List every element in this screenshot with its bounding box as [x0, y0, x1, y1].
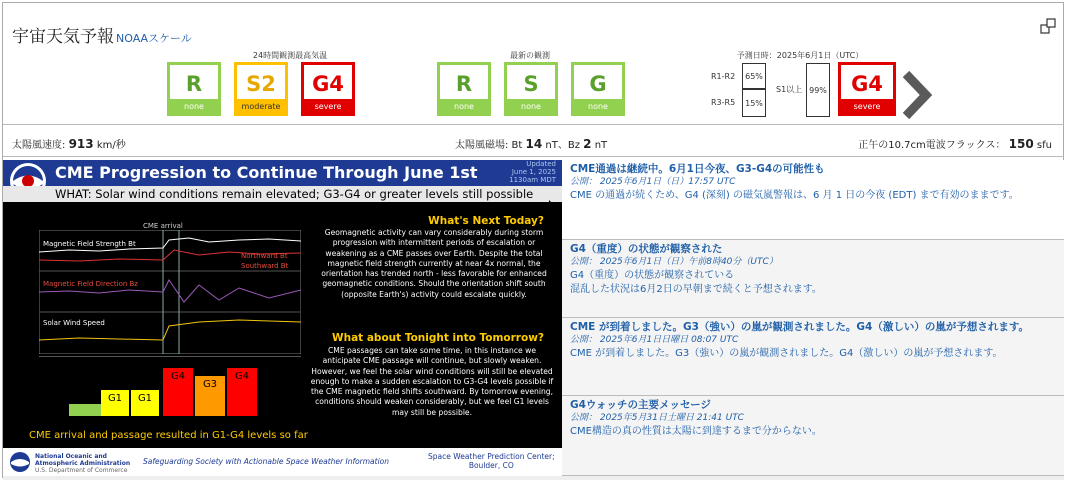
- radio-flux: [858, 136, 1052, 151]
- next-chevron-icon[interactable]: [898, 68, 936, 122]
- bt-value: 14: [525, 137, 543, 151]
- image-footer: [3, 448, 562, 476]
- scale-status: none: [170, 99, 218, 113]
- news-list: [562, 160, 1064, 476]
- scale-status: severe: [841, 99, 893, 113]
- northward-label: Northward Bt: [241, 252, 288, 260]
- news-body: G4（重度）の状態が観察されている: [570, 270, 735, 281]
- divider: [3, 156, 1064, 157]
- scale-status: none: [507, 99, 555, 113]
- flux-label: 正午の10.7cm電波フラックス：: [858, 140, 1006, 151]
- news-title[interactable]: G4ウォッチの主要メッセージ: [570, 399, 711, 411]
- s1-value: 99%: [806, 63, 830, 117]
- image-updated: [509, 160, 556, 184]
- speed-value: 913: [68, 137, 94, 151]
- s1-label: S1以上: [776, 85, 803, 94]
- scale-s-24h[interactable]: [234, 62, 288, 116]
- news-body: CME構造の真の性質は太陽に到達するまで分からない。: [570, 426, 822, 437]
- scale-r-24h[interactable]: [167, 62, 221, 116]
- scale-letter: G: [589, 72, 607, 96]
- plot-caption: CME arrival: [143, 222, 183, 230]
- solar-wind-magnetic-field: [455, 136, 607, 151]
- g-bar-label: G1: [137, 393, 153, 404]
- divider: [3, 124, 1064, 125]
- scale-letter: S: [523, 72, 539, 96]
- scale-letter: R: [185, 72, 203, 96]
- what-text: WHAT: Solar wind conditions remain elevated; G3-G4 or greater levels still possible: [55, 187, 534, 201]
- bz-unit: nT: [594, 140, 608, 151]
- scale-letter: R: [455, 72, 473, 96]
- center-line: Space Weather Prediction Center;: [428, 452, 555, 461]
- swpc-motto: Safeguarding Society with Actionable Space Weather Information: [143, 457, 390, 466]
- g-bar-label: G4: [170, 371, 186, 382]
- scale-status: none: [574, 99, 622, 113]
- flux-unit: sfu: [1036, 140, 1052, 151]
- forecast-label: 予測日時：2025年6月1日（UTC）: [736, 51, 864, 60]
- r3r5-value: 15%: [742, 89, 766, 117]
- org-line: Atmospheric Administration: [35, 460, 131, 467]
- speed-unit: km/秒: [96, 140, 126, 151]
- bottom-strip: [3, 476, 1064, 480]
- news-date: 公開： 2025年5月31日土曜日 21:41 UTC: [570, 413, 744, 423]
- title-text: 宇宙天気予報: [12, 27, 114, 47]
- updated-time: 1130am MDT: [509, 176, 556, 184]
- news-date: 公開： 2025年6月1日日曜日 08:07 UTC: [570, 335, 739, 345]
- r1r2-value: 65%: [742, 63, 766, 89]
- news-date: 公開： 2025年6月1日（日）午前8時40分（UTC）: [570, 257, 778, 267]
- mag-direction-label: Magnetic Field Direction Bz: [43, 280, 138, 288]
- scale-letter: S2: [246, 72, 276, 96]
- solar-wind-speed: [12, 136, 126, 151]
- solar-wind-speed-label: Solar Wind Speed: [43, 319, 105, 327]
- scale-g-latest[interactable]: [571, 62, 625, 116]
- org-line: U.S. Department of Commerce: [35, 467, 128, 474]
- news-item[interactable]: [562, 160, 1064, 240]
- news-item[interactable]: [562, 396, 1064, 476]
- flux-value: 150: [1008, 137, 1034, 151]
- news-body: CME の通過が続くため、G4 (深刻) の磁気嵐警報は、6 月 1 日の今夜 (EDT) まで有効のままです。: [570, 190, 1019, 201]
- solar-wind-plot: [39, 230, 301, 354]
- org-line: National Oceanic and: [35, 453, 107, 460]
- tonight-text: CME passages can take some time, in this instance we anticipate CME passage will continue, but slowly weaken. However, we feel the solar wind conditions will still be elevated enough to make a sudden escalation to G3-G4 levels possible if the CME magnetic field shifts southward. By tomorrow evening, conditions should weaken considerably, but we feel G1 levels may still be possible.: [310, 346, 554, 417]
- scale-g-24h[interactable]: [301, 62, 355, 116]
- tonight-heading: What about Tonight into Tomorrow?: [332, 332, 544, 344]
- g-bar: [131, 390, 159, 416]
- scale-s-latest[interactable]: [504, 62, 558, 116]
- scale-status: moderate: [237, 99, 285, 113]
- scale-r-latest[interactable]: [437, 62, 491, 116]
- scale-g-forecast[interactable]: [838, 62, 896, 116]
- updated-date: June 1, 2025: [511, 168, 556, 176]
- news-item[interactable]: [562, 240, 1064, 318]
- briefing-image[interactable]: [3, 160, 562, 476]
- speed-label: 太陽風速度:: [12, 140, 66, 151]
- noaa-scale-link[interactable]: NOAAスケール: [116, 32, 192, 45]
- mag-strength-label: Magnetic Field Strength Bt: [43, 240, 136, 248]
- g-bar-label: G3: [202, 379, 218, 390]
- max-24h-label: 24時間観測最高気温: [252, 51, 328, 60]
- image-caption: CME arrival and passage resulted in G1-G4 levels so far: [29, 430, 308, 441]
- scale-letter: G4: [312, 72, 344, 96]
- r3r5-label: R3-R5: [711, 98, 736, 107]
- g-level-bars: [39, 356, 301, 416]
- image-title: CME Progression to Continue Through June 1st: [55, 163, 478, 182]
- g-bar: [227, 368, 257, 416]
- swpc-name: [428, 452, 555, 470]
- news-item[interactable]: [562, 318, 1064, 396]
- news-title[interactable]: CME が到着しました。G3（強い）の嵐が観測されました。G4（激しい）の嵐が予想されます。: [570, 321, 1029, 333]
- news-body: 混乱した状況は6月2日の早朝まで続くと予想されます。: [570, 284, 822, 295]
- r1r2-label: R1-R2: [711, 72, 736, 81]
- updated-label: Updated: [526, 160, 556, 168]
- whats-next-heading: What's Next Today?: [428, 215, 544, 227]
- center-line: Boulder, CO: [468, 461, 514, 470]
- g-bar: [69, 404, 101, 416]
- scale-letter: G4: [851, 72, 883, 96]
- g-bar: [163, 368, 193, 416]
- news-date: 公開： 2025年6月1日（日）17:57 UTC: [570, 177, 736, 187]
- image-what-bar: [3, 186, 562, 202]
- bz-value: 2: [583, 137, 592, 151]
- g-bar: [101, 390, 129, 416]
- scale-status: none: [440, 99, 488, 113]
- page-title: [12, 22, 192, 47]
- latest-label: 最新の観測: [510, 51, 550, 60]
- whats-next-text: Geomagnetic activity can vary considerably during storm progression with intermittent periods of escalation or weakening as a CME passes over Earth. Despite the total magnetic field strength currently at near 4x normal, the orientation has trended north - less favorable for enhanced geomagnetic conditions. Should the orientation shift south (opposite Earth's) activity could escalate quickly.: [321, 228, 547, 299]
- image-header: [3, 160, 562, 186]
- g-bar: [195, 376, 225, 416]
- noaa-logo-icon: [9, 451, 31, 473]
- news-title[interactable]: CME通過は継続中。6月1日今夜、G3-G4の可能性も: [570, 163, 825, 175]
- noaa-org-name: [35, 453, 130, 474]
- g-bar-label: G1: [107, 393, 123, 404]
- scale-status: severe: [304, 99, 352, 113]
- southward-label: Southward Bt: [241, 262, 289, 270]
- selection-pointer-icon: [549, 200, 563, 228]
- news-title[interactable]: G4（重度）の状態が観察された: [570, 243, 723, 255]
- bt-label: 太陽風磁場: Bt: [455, 140, 523, 151]
- expand-icon[interactable]: [1040, 18, 1056, 34]
- g-bar-label: G4: [234, 371, 250, 382]
- news-body: CME が到着しました。G3（強い）の嵐が観測されました。G4（激しい）の嵐が予想されます。: [570, 348, 1003, 359]
- bz-label: nT、Bz: [545, 140, 580, 151]
